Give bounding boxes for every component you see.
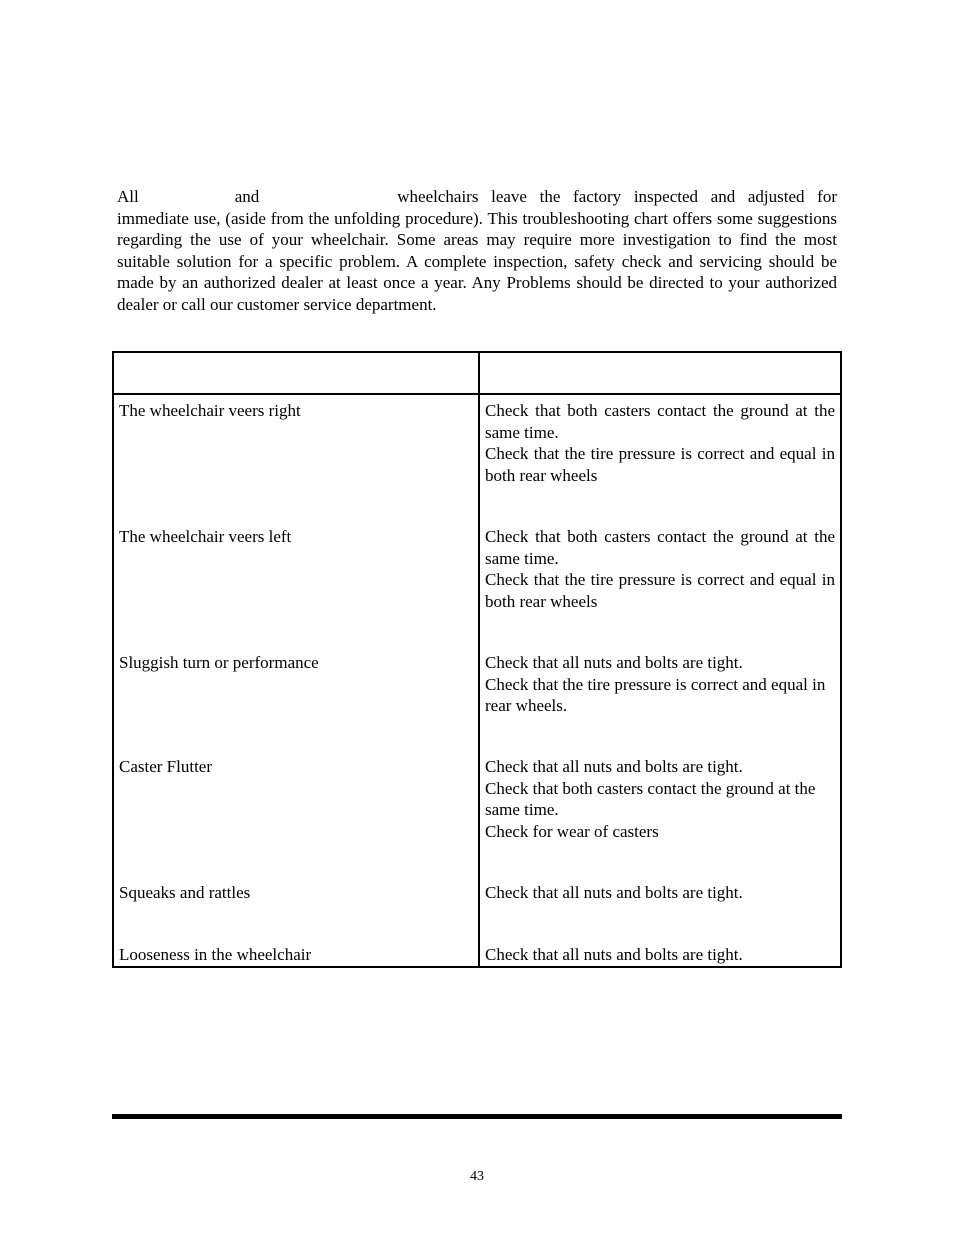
page-number: 43: [470, 1169, 484, 1184]
table-row: [113, 944, 841, 967]
table-row: [113, 652, 841, 756]
solution-line: Check that all nuts and bolts are tight.: [485, 757, 743, 776]
table-row: [113, 882, 841, 944]
solution-cell: [479, 944, 841, 967]
problem-cell: Squeaks and rattles: [113, 882, 479, 944]
footer-rule: [112, 1114, 842, 1119]
solution-cell: [479, 652, 841, 756]
solution-line: Check that both casters contact the ground at the same time.: [485, 401, 835, 442]
problem-cell: The wheelchair veers right: [113, 394, 479, 526]
table-row: [113, 526, 841, 652]
solution-line: Check that both casters contact the ground at the same time.: [485, 527, 835, 568]
problem-cell: The wheelchair veers left: [113, 526, 479, 652]
solution-line: Check that the tire pressure is correct and equal in rear wheels.: [485, 674, 826, 716]
problem-cell: Caster Flutter: [113, 756, 479, 882]
solution-cell: [479, 882, 841, 944]
table-header-row: [113, 352, 841, 394]
table-row: [113, 394, 841, 526]
solution-line: Check that the tire pressure is correct and equal in both rear wheels: [485, 570, 835, 611]
solution-line: Check that both casters contact the ground at the same time.: [485, 778, 816, 820]
intro-paragraph: [117, 186, 837, 316]
solution-cell: [479, 394, 841, 526]
problem-cell: Sluggish turn or performance: [113, 652, 479, 756]
troubleshooting-table: [112, 351, 842, 968]
solution-header: [479, 352, 841, 394]
solution-line: Check that the tire pressure is correct and equal in both rear wheels: [485, 444, 835, 485]
intro-word-and: and: [234, 187, 260, 206]
problem-header: [113, 352, 479, 394]
intro-text: wheelchairs leave the factory inspected and adjusted for immediate use, (aside from the unfolding procedure). This troubleshooting chart offers some suggestions regarding the use of your wheelchair. Some areas may require more investigation to find the most suitable solution for a specific problem. A complete inspection, safety check and servicing should be made by an authorized dealer at least once a year. Any Problems should be directed to your authorized dealer or call our customer service department.: [117, 187, 837, 314]
table-row: [113, 756, 841, 882]
solution-line: Check that all nuts and bolts are tight.: [485, 883, 743, 902]
problem-cell: Looseness in the wheelchair: [113, 944, 479, 967]
solution-line: Check that all nuts and bolts are tight.: [485, 653, 743, 672]
solution-cell: [479, 756, 841, 882]
solution-cell: [479, 526, 841, 652]
intro-word-all: All: [117, 187, 139, 206]
solution-line: Check that all nuts and bolts are tight.: [485, 945, 743, 964]
solution-line: Check for wear of casters: [485, 821, 659, 841]
